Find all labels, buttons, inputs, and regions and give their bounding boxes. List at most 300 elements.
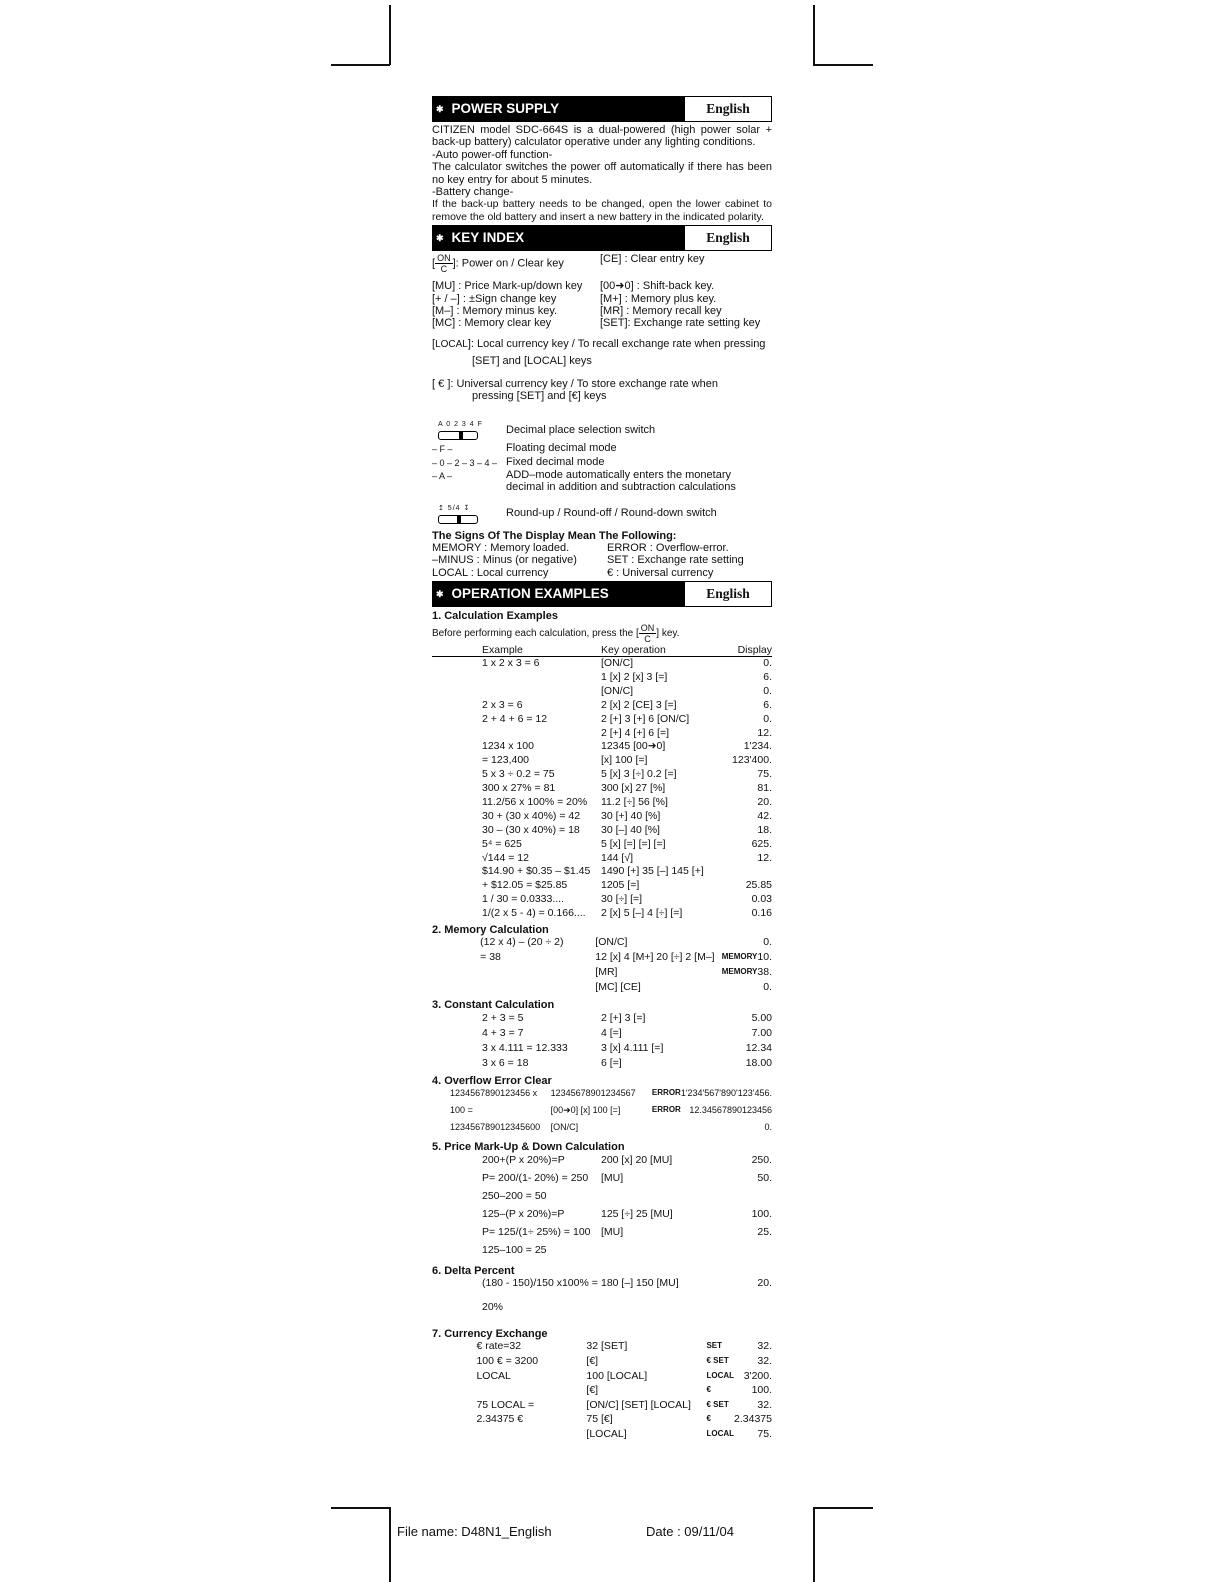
table-row [432,1190,772,1208]
switch-desc: Floating decimal mode [506,441,617,454]
row-gutter [432,810,482,824]
display-cell: 75. [757,1428,772,1441]
display-cell: 38. [757,966,772,979]
table-row [432,796,772,810]
table-row [432,810,772,824]
table-row [432,1244,772,1262]
table-row [432,824,772,838]
memory-table [432,936,772,996]
row-gutter [432,768,482,782]
switch-label: – 0 – 2 – 3 – 4 – [432,457,498,468]
key-desc: [+ / –] : ±Sign change key [432,292,557,305]
indicator-cell: 625. [751,837,772,850]
key-operation-cell: 3 [x] 4.111 [=] [601,1041,664,1054]
table-row [432,1413,772,1428]
key-operation-cell: 2 [+] 3 [+] 6 [ON/C] [601,712,690,725]
section-title: KEY INDEX [451,230,525,246]
example-cell: $14.90 + $0.35 – $1.45 [482,865,591,878]
indicator-cell: 18.00 [745,1056,772,1069]
key-operation-cell: 75 [€] [586,1413,613,1426]
row-gutter [432,1012,482,1027]
row-gutter [432,1226,482,1244]
section-header-power: ✱ POWER SUPPLY English [432,96,772,122]
indicator-cell: 5.00 [751,1011,772,1024]
row-gutter [432,754,482,768]
table-row [432,699,772,713]
table-row [432,1277,772,1301]
footer-filename: File name: D48N1_English [397,1524,552,1539]
local-key-desc: [LOCAL]: Local currency key / To recall exchange rate when pressing [432,337,766,350]
example-cell: √144 = 12 [482,851,529,864]
row-gutter [432,893,482,907]
row-gutter [432,966,480,981]
row-gutter [432,1244,482,1262]
row-gutter [432,1121,450,1138]
row-gutter [432,824,482,838]
indicator-cell: 250. [751,1153,772,1166]
sign-desc: € : Universal currency [607,566,714,579]
indicator-cell: € [706,1385,711,1395]
example-cell: 30 + (30 x 40%) = 42 [482,809,581,822]
key-desc: [SET] and [LOCAL] keys [472,355,592,368]
table-row [432,893,772,907]
example-cell: 123456789012345600 [450,1122,541,1133]
key-operation-cell: 2 [+] 3 [=] [601,1011,646,1024]
row-gutter [432,1340,476,1355]
table-row [432,1087,772,1104]
crop-mark [389,1507,391,1582]
footer-date: Date : 09/11/04 [646,1524,734,1539]
crop-mark [331,64,390,66]
table-row [432,1154,772,1172]
example-cell [482,685,601,699]
indicator-cell: 50. [757,1171,772,1184]
key-desc: [CE] : Clear entry key [600,253,705,266]
row-gutter [432,879,482,893]
key-operation-cell [601,1301,731,1325]
key-operation-cell: 2 [x] 2 [CE] 3 [=] [601,698,677,711]
sign-desc: –MINUS : Minus (or negative) [432,554,577,567]
key-operation-cell: 200 [x] 20 [MU] [601,1153,673,1166]
table-row [432,1027,772,1042]
note-text: Before performing each calculation, press the [ [432,627,639,639]
subheading: -Battery change- [432,186,514,199]
example-cell: 100 = [450,1105,473,1116]
indicator-cell [722,936,758,951]
paragraph: The calculator switches the power off automatically if there has been no key entry for about 5 minutes. [432,161,772,186]
row-gutter [432,740,482,754]
key-desc: [MR] : Memory recall key [600,305,722,318]
key-operation-cell: 12 [x] 4 [M+] 20 [÷] 2 [M–] [595,951,715,964]
example-cell: 1 / 30 = 0.0333.... [482,893,565,906]
delta-table [432,1277,772,1325]
indicator-cell: 0.16 [751,907,772,920]
note-text: ] key. [656,627,680,639]
example-cell: 1/(2 x 5 - 4) = 0.166.... [482,907,586,920]
crop-mark [813,64,873,66]
row-gutter [432,1413,476,1428]
row-gutter [432,1087,450,1104]
table-row [432,907,772,921]
on-c-key-icon: $\frac{ON}{C}$ [640,622,655,644]
table-row [432,1355,772,1370]
example-cell: 20% [482,1301,504,1314]
indicator-cell: 6. [763,671,772,684]
table-row [432,951,772,966]
example-cell: 250–200 = 50 [482,1189,547,1202]
table-row [432,865,772,879]
example-cell: € rate=32 [476,1340,522,1353]
indicator-cell: 81. [757,782,772,795]
indicator-cell: 12. [757,851,772,864]
key-operation-cell: 100 [LOCAL] [586,1369,648,1382]
display-cell: 1'234'567'890'123'456. [680,1088,772,1099]
example-cell: = 123,400 [482,754,530,767]
key-desc: : Power on / Clear key [455,257,564,270]
row-gutter [432,1104,450,1121]
indicator-cell [731,1244,772,1262]
row-gutter [432,699,482,713]
key-desc: ]: Universal currency key / To store exchange rate when [447,377,718,390]
example-cell [476,1428,586,1443]
example-cell: 4 + 3 = 7 [482,1026,524,1039]
language-label: English [684,225,772,251]
key-operation-cell: [€] [586,1355,599,1368]
table-row [432,852,772,866]
section-title: POWER SUPPLY [451,100,560,116]
key-operation-cell [601,1244,731,1262]
indicator-cell: 25. [757,1225,772,1238]
indicator-cell: SET [706,1341,723,1351]
row-gutter [432,782,482,796]
sign-desc: ERROR : Overflow-error. [607,541,729,554]
row-gutter [432,1399,476,1414]
key-desc: [SET]: Exchange rate setting key [600,317,761,330]
table-row [432,1104,772,1121]
subheading: -Auto power-off function- [432,148,553,161]
example-cell [482,671,601,685]
indicator-cell: 123'400. [732,754,772,767]
indicator-cell: 1'234. [743,740,772,753]
col-header: Display [737,643,772,656]
indicator-cell: 0. [763,712,772,725]
example-cell: 3 x 6 = 18 [482,1056,529,1069]
indicator-cell: € [706,1414,711,1424]
display-cell: 0. [764,1122,772,1133]
key-operation-cell [601,1190,731,1208]
display-cell: 10. [757,951,772,964]
key-operation-cell: 144 [√] [601,851,634,864]
indicator-cell: MEMORY [721,967,758,977]
example-cell: 5 x 3 ÷ 0.2 = 75 [482,768,555,781]
row-gutter [432,852,482,866]
table-row [432,1399,772,1414]
key-operation-cell: 2 [x] 5 [–] 4 [÷] [=] [601,907,683,920]
indicator-cell: 75. [757,768,772,781]
euro-key-icon: € [438,377,445,390]
indicator-cell [731,1190,772,1208]
indicator-cell: LOCAL [706,1370,735,1380]
example-cell: 2 x 3 = 6 [482,698,523,711]
table-row [432,713,772,727]
example-cell: 125–(P x 20%)=P [482,1207,565,1220]
row-gutter [432,981,480,996]
crop-mark [813,5,815,65]
col-header: Key operation [601,643,666,656]
row-gutter [432,713,482,727]
display-cell: 0. [763,936,772,949]
key-operation-cell: 12345678901234567 [550,1088,636,1099]
table-row [432,1384,772,1399]
key-operation-cell: 5 [x] [=] [=] [=] [601,837,666,850]
example-cell [480,981,595,996]
example-cell: 12345678901234​56 x [450,1088,538,1099]
round-switch-icon: ↥ 5/4 ↧ [438,501,478,524]
signs-title: The Signs Of The Display Mean The Following: [432,529,677,542]
table-row [432,671,772,685]
row-gutter [432,907,482,921]
crop-mark [331,1507,390,1509]
key-operation-cell: [ON/C] [601,657,634,670]
row-gutter [432,936,480,951]
row-gutter [432,951,480,966]
indicator-cell: 20. [757,796,772,809]
row-gutter [432,1208,482,1226]
display-cell: 12.34567890123456 [689,1105,772,1116]
display-cell: 32. [757,1398,772,1411]
row-gutter [432,1428,476,1443]
example-cell: 2 + 4 + 6 = 12 [482,712,548,725]
sign-desc: SET : Exchange rate setting [607,554,744,567]
language-label: English [684,96,772,122]
calc-note [432,623,772,644]
key-operation-cell: 30 [÷] [=] [601,893,643,906]
indicator-cell: 0. [763,657,772,670]
row-gutter [432,1057,482,1072]
switch-desc: Decimal place selection switch [506,423,656,436]
constant-table [432,1012,772,1072]
row-gutter [432,1355,476,1370]
table-row [432,1370,772,1385]
key-operation-cell: 125 [÷] 25 [MU] [601,1207,673,1220]
row-gutter [432,657,482,671]
key-operation-cell: [MC] [CE] [595,981,641,994]
sign-desc: MEMORY : Memory loaded. [432,541,570,554]
key-operation-cell: 30 [+] 40 [%] [601,809,661,822]
display-cell: 100. [751,1384,772,1397]
key-operation-cell: [ON/C] [550,1122,579,1133]
row-gutter [432,685,482,699]
key-operation-cell: 1490 [+] 35 [–] 145 [+] [601,865,704,878]
on-c-key-icon: $\frac{ON}{C}$ [437,253,451,275]
table-row [432,966,772,981]
table-row [432,1042,772,1057]
manual-column [432,94,772,1443]
indicator-cell: 25.85 [745,879,772,892]
table-row [432,768,772,782]
key-operation-cell: [ON/C] [595,936,628,949]
example-cell: 2 + 3 = 5 [482,1011,524,1024]
example-cell: = 38 [480,951,501,964]
subsection-title: 1. Calculation Examples [432,610,558,623]
table-row [432,727,772,741]
section-header-operation: ✱ OPERATION EXAMPLES English [432,581,772,607]
display-cell: 0. [763,981,772,994]
price-table [432,1154,772,1262]
display-cell: 32. [757,1355,772,1368]
subsection-title: 2. Memory Calculation [432,924,549,937]
example-cell: LOCAL [476,1369,511,1382]
indicator-cell: 0. [763,684,772,697]
table-row [432,685,772,699]
crop-mark [813,1507,815,1582]
switch-desc: ADD–mode automatically enters the monetary decimal in addition and subtraction calculations [506,468,736,493]
indicator-cell: MEMORY [721,952,758,962]
key-operation-cell: [LOCAL] [586,1428,627,1441]
key-operation-cell: [ON/C] [SET] [LOCAL] [586,1398,691,1411]
key-operation-cell: 180 [–] 150 [MU] [601,1277,679,1290]
table-row [432,1301,772,1325]
row-gutter [432,838,482,852]
key-operation-cell: 4 [=] [601,1026,622,1039]
example-cell: 75 LOCAL = [476,1398,535,1411]
euro-key-desc: [ € ]: Universal currency key / To store exchange rate when [432,377,718,390]
example-cell: 125–100 = 25 [482,1243,547,1256]
example-cell: 300 x 27% = 81 [482,782,556,795]
example-cell [480,966,595,981]
row-gutter [432,1154,482,1172]
switch-label: – F – [432,443,453,454]
key-operation-cell: 30 [–] 40 [%] [601,823,660,836]
display-cell: 3'200. [743,1369,772,1382]
indicator-cell [652,1121,681,1138]
subsection-title: 4. Overflow Error Clear [432,1074,552,1087]
row-gutter [432,796,482,810]
section-header-key-index: ✱ KEY INDEX English [432,225,772,251]
table-row [432,1340,772,1355]
table-row [432,782,772,796]
indicator-cell: LOCAL [706,1429,735,1439]
indicator-cell: 6. [763,698,772,711]
subsection-title: 5. Price Mark-Up & Down Calculation [432,1141,625,1154]
indicator-cell: 12. [757,726,772,739]
example-cell: 11.2/56 x 100% = 20% [482,796,588,809]
indicator-cell: 42. [757,809,772,822]
key-operation-cell: [MR] [595,966,618,979]
key-operation-cell: 5 [x] 3 [÷] 0.2 [=] [601,768,677,781]
indicator-cell [731,865,772,879]
key-list [432,280,772,330]
paragraph: CITIZEN model SDC-664S is a dual-powered (high power solar + back-up battery) calculator operative under any lighting conditions. [432,124,772,149]
indicator-cell: 12.34 [745,1041,772,1054]
key-operation-cell: [x] 100 [=] [601,754,648,767]
row-gutter [432,1370,476,1385]
local-key-icon: LOCAL [435,338,468,350]
indicator-cell: 100. [751,1207,772,1220]
example-cell: 5⁴ = 625 [482,837,522,850]
signs-list [432,542,772,579]
subsection-title: 6. Delta Percent [432,1264,515,1277]
example-cell: 1234 x 100 [482,740,534,753]
display-cell: 2.34375 [734,1413,772,1426]
switch-desc: Round-up / Round-off / Round-down switch [506,506,717,519]
example-cell: (180 - 150)/150 x100% = [482,1277,598,1290]
subsection-title: 7. Currency Exchange [432,1328,548,1341]
example-cell: + $12.05 = $25.85 [482,879,568,892]
key-operation-cell: [€] [586,1384,599,1397]
row-gutter [432,1301,482,1325]
table-row [432,1208,772,1226]
example-cell [476,1384,586,1399]
row-gutter [432,727,482,741]
key-desc: [MC] : Memory clear key [432,317,552,330]
indicator-cell: 20. [757,1277,772,1290]
key-operation-cell: 300 [x] 27 [%] [601,782,666,795]
subsection-title: 3. Constant Calculation [432,999,555,1012]
row-gutter [432,1027,482,1042]
row-gutter [432,1190,482,1208]
key-operation-cell: 32 [SET] [586,1340,628,1353]
currency-table [432,1340,772,1442]
row-gutter [432,1042,482,1057]
language-label: English [684,581,772,607]
table-row [432,981,772,996]
row-gutter [432,671,482,685]
table-row [432,740,772,754]
switch-desc: Fixed decimal mode [506,455,605,468]
key-operation-cell: 11.2 [÷] 56 [%] [601,796,668,809]
col-header: Example [482,643,523,656]
key-operation-cell: [MU] [601,1225,624,1238]
table-row [432,838,772,852]
table-row [432,1121,772,1138]
indicator-cell: 7.00 [751,1026,772,1039]
table-row [432,1012,772,1027]
key-operation-cell: 1 [x] 2 [x] 3 [=] [601,671,668,684]
round-switch-block [432,501,772,527]
overflow-table [432,1087,772,1138]
key-desc: [00➜0] : Shift-back key. [600,280,715,293]
row-gutter [432,1384,476,1399]
sign-desc: LOCAL : Local currency [432,566,549,579]
table-row [432,879,772,893]
table-row [432,1172,772,1190]
section-title: OPERATION EXAMPLES [451,585,609,601]
decimal-switch-icon: A 0 2 3 4 F [438,417,483,440]
table-row [432,1428,772,1443]
table-row [432,936,772,951]
example-cell: P= 200/(1- 20%) = 250 [482,1171,589,1184]
example-cell: 1 x 2 x 3 = 6 [482,657,540,670]
paragraph: If the back-up battery needs to be changed, open the lower cabinet to remove the old battery and insert a new battery in the indicated polarity. [432,198,772,223]
table-row [432,657,772,671]
example-cell: 2.34375 € [476,1413,524,1426]
key-operation-cell: [00➜0] [x] 100 [=] [550,1105,621,1116]
key-operation-cell: 2 [+] 4 [+] 6 [=] [601,726,670,739]
key-operation-cell: 6 [=] [601,1056,622,1069]
row-gutter [432,865,482,879]
indicator-cell: € SET [706,1356,729,1366]
example-cell: (12 x 4) – (20 ÷ 2) [480,936,564,949]
key-operation-cell: [ON/C] [601,684,634,697]
indicator-cell: € SET [706,1399,729,1409]
key-operation-cell: 1205 [=] [601,879,640,892]
key-desc: [M–] : Memory minus key. [432,305,558,318]
table-row [432,754,772,768]
example-cell: 30 – (30 x 40%) = 18 [482,823,580,836]
example-cell: 3 x 4.111 = 12.333 [482,1041,568,1054]
calc-table-header [432,644,772,658]
